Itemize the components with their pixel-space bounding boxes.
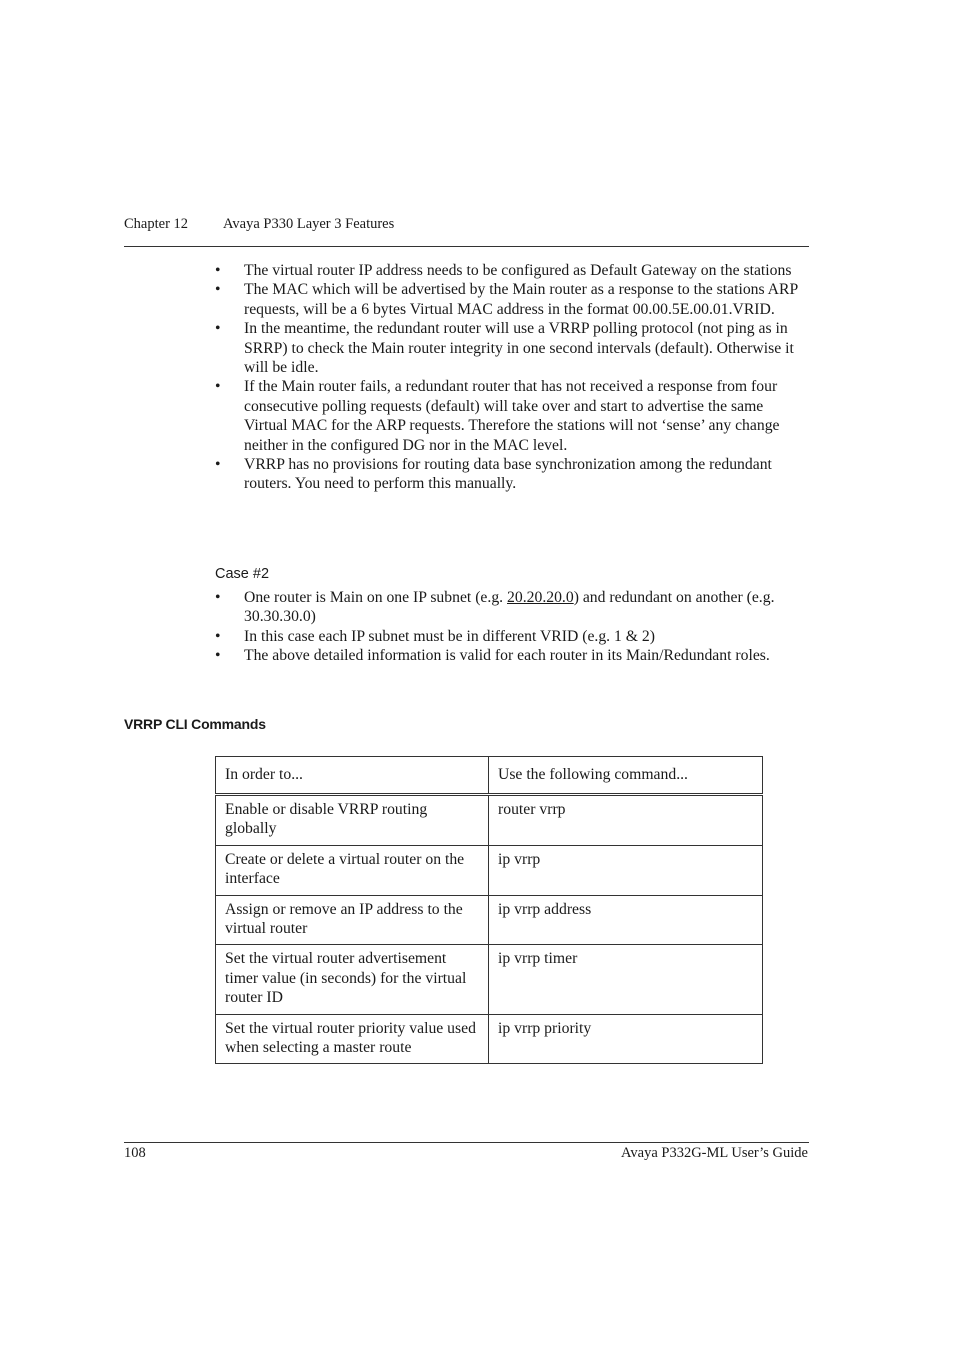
bullet-icon: • xyxy=(215,647,221,665)
subnet-link[interactable]: 20.20.20.0 xyxy=(507,589,574,606)
table-cell-command: ip vrrp priority xyxy=(489,1014,763,1064)
table-row xyxy=(216,895,763,945)
bullet-icon: • xyxy=(215,378,221,396)
bullet-icon: • xyxy=(215,320,221,338)
table-cell-purpose: Create or delete a virtual router on the interface xyxy=(216,845,489,895)
bullet-icon: • xyxy=(215,456,221,474)
list-item: • If the Main router fails, a redundant router that has not received a response from four consecutive polling requests (default) will take over and start to advertise the same Virtual MAC for the ARP requests. Therefore the stations will not ‘sense’ any change neither in the configured DG nor in the MAC level. xyxy=(215,378,780,454)
table-row xyxy=(216,1014,763,1064)
table-cell-purpose: Set the virtual router priority value used when selecting a master route xyxy=(216,1014,489,1064)
list-item: • VRRP has no provisions for routing data base synchronization among the redundant routers. You need to perform this manually. xyxy=(215,456,772,493)
list-item: • In this case each IP subnet must be in different VRID (e.g. 1 & 2) xyxy=(215,627,655,645)
table-row xyxy=(216,945,763,1014)
table-cell-command: ip vrrp address xyxy=(489,895,763,945)
page-number: 108 xyxy=(124,1145,146,1161)
table-cell-command: ip vrrp xyxy=(489,845,763,895)
section-heading: VRRP CLI Commands xyxy=(124,716,266,732)
vrrp-behavior-list xyxy=(215,261,810,494)
table-cell-command: ip vrrp timer xyxy=(489,945,763,1014)
table-row xyxy=(216,845,763,895)
bullet-icon: • xyxy=(215,589,221,606)
list-item: • In the meantime, the redundant router will use a VRRP polling protocol (not ping as in SRRP) to check the Main router integrity in one second intervals (default). Otherwise it will be idle. xyxy=(215,320,794,377)
bullet-icon: • xyxy=(215,281,221,299)
vrrp-cli-commands-table xyxy=(215,756,763,1064)
table-cell-command: router vrrp xyxy=(489,795,763,846)
table-row xyxy=(216,795,763,846)
table-header-row xyxy=(216,757,763,795)
footer-rule xyxy=(124,1142,809,1143)
footer-guide-title: Avaya P332G-ML User’s Guide xyxy=(621,1145,808,1161)
bullet-icon: • xyxy=(215,627,221,645)
table-header-command: Use the following command... xyxy=(489,757,763,795)
header-title: Avaya P330 Layer 3 Features xyxy=(223,216,395,232)
table-cell-purpose: Assign or remove an IP address to the virtual router xyxy=(216,895,489,945)
bullet-icon: • xyxy=(215,262,221,279)
header-rule xyxy=(124,246,809,247)
list-item: • The above detailed information is valid for each router in its Main/Redundant roles. xyxy=(215,647,770,665)
list-item: • The MAC which will be advertised by the Main router as a response to the stations ARP requests, will be a 6 bytes Virtual MAC address in the format 00.00.5E.00.01.VRID. xyxy=(215,281,798,318)
list-item: • The virtual router IP address needs to be configured as Default Gateway on the stations xyxy=(215,262,792,279)
table-cell-purpose: Enable or disable VRRP routing globally xyxy=(216,795,489,846)
header-chapter: Chapter 12 xyxy=(124,216,189,232)
table-cell-purpose: Set the virtual router advertisement timer value (in seconds) for the virtual router ID xyxy=(216,945,489,1014)
table-header-purpose: In order to... xyxy=(216,757,489,795)
case-2-list xyxy=(215,588,810,666)
list-item: • One router is Main on one IP subnet (e.g. 20.20.20.0) and redundant on another (e.g. 30.30.30.0) xyxy=(215,589,775,626)
case-heading: Case #2 xyxy=(215,566,270,582)
